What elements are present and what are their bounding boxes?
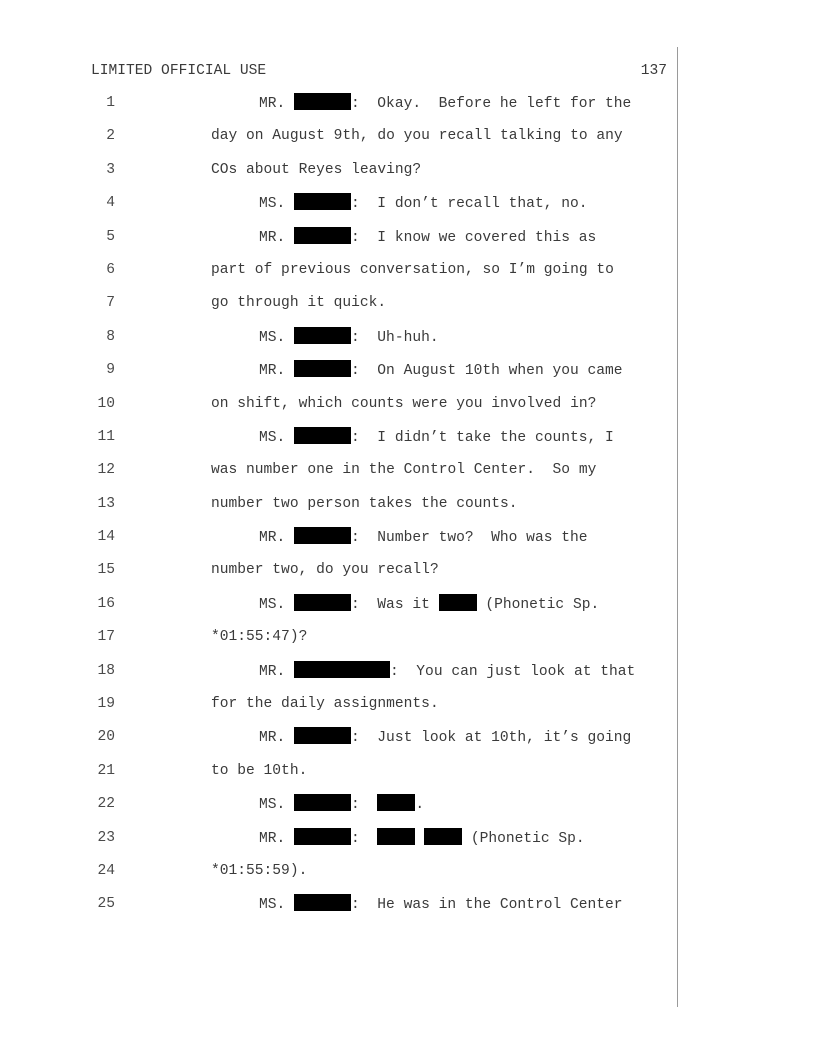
line-number: 3	[106, 161, 115, 178]
text-segment: : You can just look at that	[390, 663, 636, 680]
text-segment: number two person takes the counts.	[211, 495, 518, 512]
line-number: 1	[106, 95, 115, 111]
text-segment: *01:55:47)?	[211, 629, 308, 646]
line-number: 17	[97, 629, 115, 646]
line-number: 4	[106, 195, 115, 212]
line-number: 7	[106, 295, 115, 312]
line-number: 18	[97, 662, 115, 679]
header-classification: LIMITED OFFICIAL USE	[91, 63, 267, 79]
transcript-line	[0, 427, 816, 460]
line-text	[211, 460, 596, 480]
text-segment: MS.	[259, 897, 295, 914]
text-segment: MR.	[259, 730, 295, 747]
text-segment: : Okay. Before he left for the	[351, 96, 632, 112]
redaction-box	[294, 360, 351, 377]
transcript-line	[0, 394, 816, 427]
transcript-line	[0, 761, 816, 794]
line-text	[211, 761, 307, 781]
text-segment: : He was in the Control Center	[351, 897, 623, 914]
text-segment: : Number two? Who was the	[351, 530, 588, 547]
text-segment: on shift, which counts were you involved in?	[211, 395, 597, 412]
transcript-line	[0, 828, 816, 861]
text-segment: : On August 10th when you came	[351, 363, 623, 380]
line-number: 14	[97, 529, 115, 546]
line-number: 12	[97, 462, 115, 479]
line-text	[259, 594, 599, 614]
line-number: 19	[97, 696, 115, 713]
transcript-line	[0, 794, 816, 827]
text-segment: : I know we covered this as	[351, 229, 597, 246]
line-number: 24	[97, 862, 115, 879]
text-segment: *01:55:59).	[211, 862, 308, 879]
redaction-box	[294, 527, 351, 544]
text-segment: MR.	[259, 229, 295, 246]
text-segment: :	[351, 797, 378, 814]
redaction-box	[294, 727, 351, 744]
text-segment: MS.	[259, 429, 295, 446]
transcript-line	[0, 126, 816, 159]
line-text	[259, 727, 631, 747]
redaction-box	[439, 594, 477, 611]
transcript-line	[0, 861, 816, 894]
redaction-box	[294, 93, 351, 110]
text-segment: MS.	[259, 596, 295, 613]
text-segment: COs about Reyes leaving?	[211, 161, 422, 178]
line-text	[211, 694, 439, 714]
line-text	[259, 527, 588, 547]
text-segment: MS.	[259, 797, 295, 814]
line-number: 2	[106, 128, 115, 145]
transcript-lines	[0, 93, 816, 928]
page-number: 137	[640, 63, 667, 79]
line-number: 13	[97, 495, 115, 512]
line-number: 21	[97, 762, 115, 779]
line-number: 9	[106, 362, 115, 379]
line-text	[259, 93, 631, 113]
transcript-line	[0, 694, 816, 727]
line-text	[259, 227, 596, 247]
transcript-line	[0, 193, 816, 226]
transcript-line	[0, 560, 816, 593]
text-segment: MR.	[259, 363, 295, 380]
transcript-line	[0, 894, 816, 927]
text-segment: MR.	[259, 96, 295, 112]
redaction-box	[294, 427, 351, 444]
transcript-line	[0, 360, 816, 393]
line-text	[259, 894, 623, 914]
line-text	[259, 427, 614, 447]
line-text	[211, 126, 623, 146]
text-segment: (Phonetic Sp.	[462, 830, 585, 847]
transcript-line	[0, 460, 816, 493]
line-number: 20	[97, 729, 115, 746]
line-text	[259, 661, 635, 681]
line-text	[211, 861, 307, 881]
text-segment: was number one in the Control Center. So my	[211, 462, 597, 479]
text-segment: : I didn’t take the counts, I	[351, 429, 614, 446]
transcript-line	[0, 627, 816, 660]
line-text	[259, 360, 623, 380]
redaction-box	[294, 193, 351, 210]
text-segment: number two, do you recall?	[211, 562, 439, 579]
redaction-box	[294, 894, 351, 911]
redaction-box	[294, 227, 351, 244]
redaction-box	[294, 594, 351, 611]
redaction-box	[294, 828, 351, 845]
text-segment: : Uh-huh.	[351, 329, 439, 346]
redaction-box	[424, 828, 462, 845]
transcript-line	[0, 93, 816, 126]
line-text	[211, 560, 439, 580]
text-segment: .	[415, 797, 425, 814]
line-text	[259, 794, 424, 814]
transcript-line	[0, 293, 816, 326]
transcript-line	[0, 260, 816, 293]
redaction-box	[377, 828, 415, 845]
line-number: 23	[97, 829, 115, 846]
text-segment: (Phonetic Sp.	[476, 596, 600, 613]
transcript-line	[0, 160, 816, 193]
text-segment: MR.	[259, 663, 295, 680]
line-text	[211, 394, 596, 414]
transcript-line	[0, 594, 816, 627]
line-number: 6	[106, 261, 115, 278]
text-segment: MS.	[259, 329, 295, 346]
redaction-box	[294, 327, 351, 344]
transcript-line	[0, 327, 816, 360]
line-number: 16	[97, 595, 115, 612]
text-segment: : Just look at 10th, it’s going	[351, 730, 632, 747]
text-segment: part of previous conversation, so I’m going to	[211, 261, 614, 278]
redaction-box	[377, 794, 415, 811]
line-number: 11	[97, 428, 115, 445]
transcript-line	[0, 527, 816, 560]
line-text	[259, 327, 439, 347]
text-segment: for the daily assignments.	[211, 696, 439, 713]
transcript-line	[0, 727, 816, 760]
transcript-line	[0, 661, 816, 694]
line-text	[259, 828, 585, 848]
text-segment: MR.	[259, 830, 295, 847]
line-number: 25	[97, 896, 115, 913]
text-segment	[415, 831, 424, 847]
line-number: 22	[97, 796, 115, 813]
text-segment: go through it quick.	[211, 295, 387, 312]
line-text	[211, 293, 386, 313]
line-text	[211, 494, 518, 514]
text-segment: :	[351, 830, 378, 847]
line-text	[259, 193, 588, 213]
text-segment: MR.	[259, 530, 295, 547]
redaction-box	[294, 794, 351, 811]
line-text	[211, 260, 614, 280]
line-text	[211, 627, 307, 647]
text-segment: MS.	[259, 196, 295, 213]
line-number: 8	[106, 328, 115, 345]
transcript-line	[0, 494, 816, 527]
text-segment: : I don’t recall that, no.	[351, 196, 588, 213]
redaction-box	[294, 661, 390, 678]
text-segment: day on August 9th, do you recall talking to any	[211, 128, 623, 145]
text-segment: : Was it	[351, 596, 439, 613]
line-number: 5	[106, 228, 115, 245]
transcript-line	[0, 227, 816, 260]
text-segment: to be 10th.	[211, 762, 308, 779]
line-number: 10	[97, 395, 115, 412]
line-text	[211, 160, 421, 180]
line-number: 15	[97, 562, 115, 579]
